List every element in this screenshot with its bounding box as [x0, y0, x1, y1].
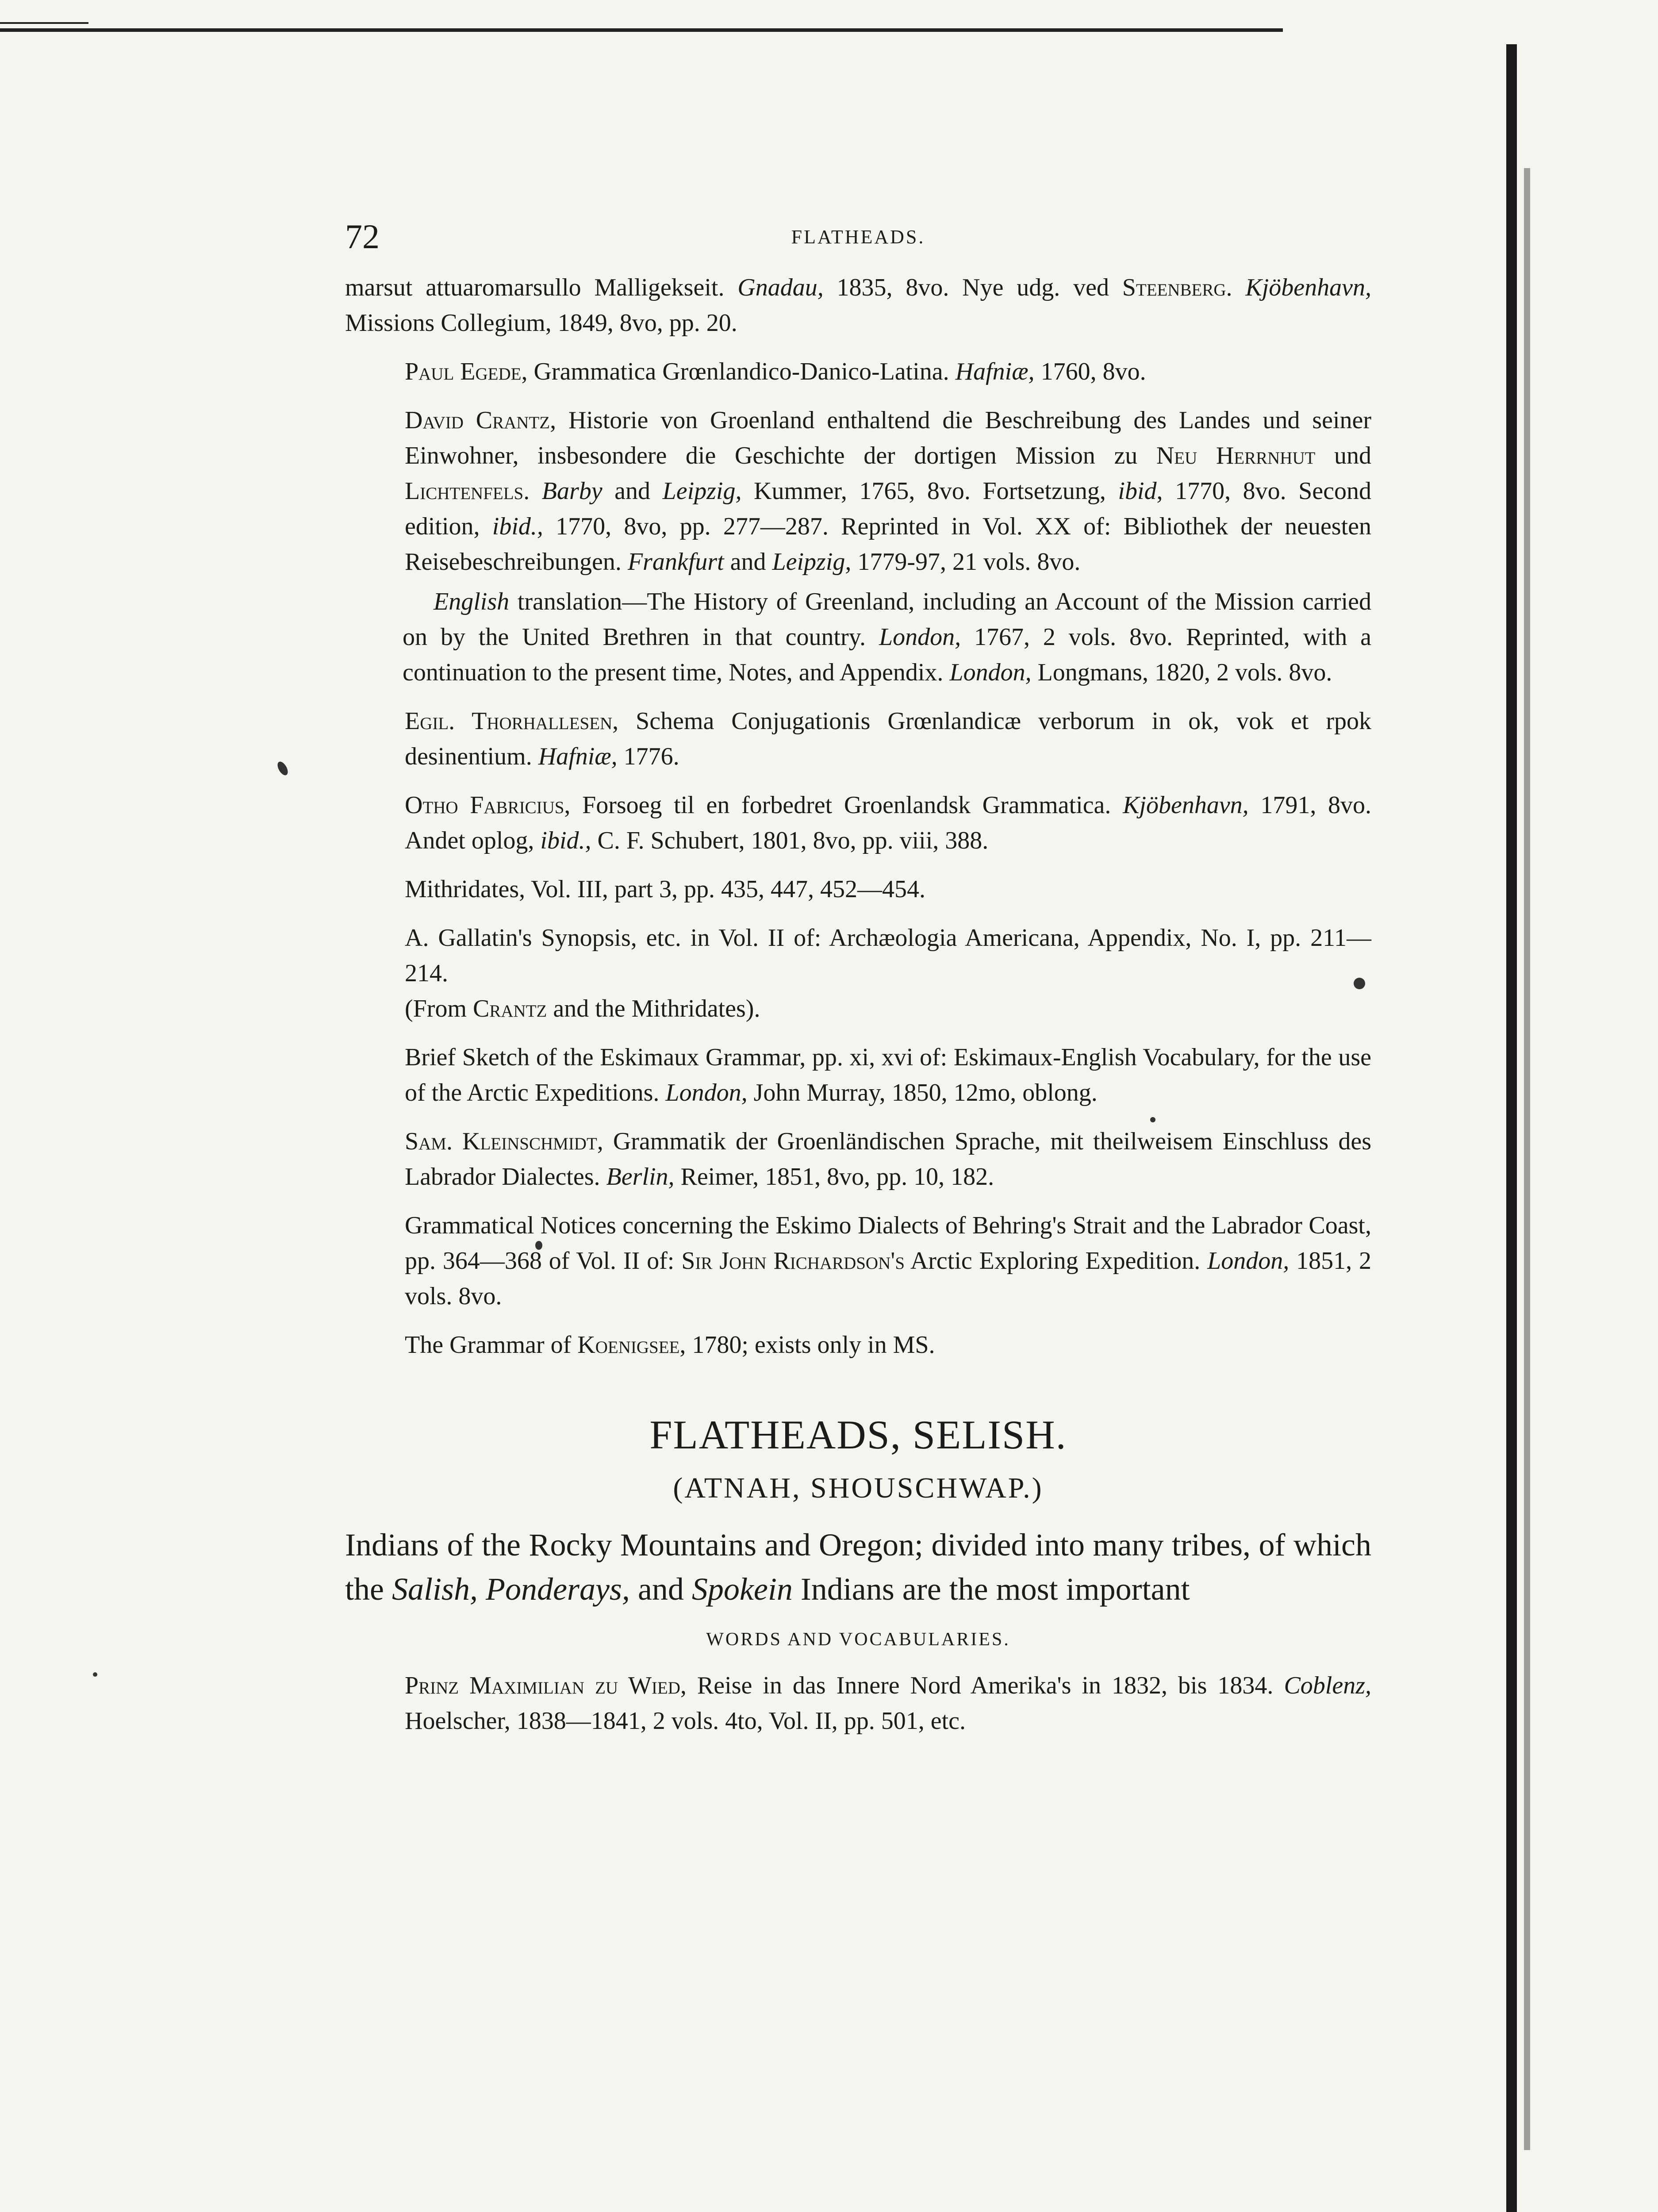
- page-header: [345, 217, 1371, 270]
- page-number: 72: [345, 217, 380, 256]
- subsection-heading: WORDS AND VOCABULARIES.: [706, 1629, 1010, 1650]
- scan-speck: [276, 760, 290, 777]
- section-intro: Indians of the Rocky Mountains and Oregon; divided into many tribes, of which the Salish, Ponderays, and Spokein Indians are the most important: [345, 1527, 1371, 1607]
- bibliography-subentry: English translation—The History of Greenland, including an Account of the Mission carried on by the United Brethren in that country. London, 1767, 2 vols. 8vo. Reprinted, with a continuation to the present time, Notes, and Appendix. London, Longmans, 1820, 2 vols. 8vo.: [403, 588, 1372, 686]
- bibliography-entry: Otho Fabricius, Forsoeg til en forbedret Groenlandsk Grammatica. Kjöbenhavn, 1791, 8vo. Andet oplog, ibid., C. F. Schubert, 1801, 8vo, pp. viii, 388.: [405, 791, 1371, 854]
- page-body: [345, 217, 1371, 1752]
- section-subtitle: (ATNAH, SHOUSCHWAP.): [673, 1472, 1044, 1504]
- bibliography-entry: (From Crantz and the Mithridates).: [405, 995, 760, 1022]
- bibliography-entry: Brief Sketch of the Eskimaux Grammar, pp. xi, xvi of: Eskimaux-English Vocabulary, for the use of the Arctic Expeditions. London, John Murray, 1850, 12mo, oblong.: [405, 1044, 1371, 1106]
- bibliography-entry: A. Gallatin's Synopsis, etc. in Vol. II of: Archæologia Americana, Appendix, No. I, pp. 211—214.: [405, 924, 1371, 987]
- bibliography-entry: Egil. Thorhallesen, Schema Conjugationis Grœnlandicæ verborum in ok, vok et rpok desinentium. Hafniæ, 1776.: [405, 707, 1371, 770]
- bibliography-entry: Prinz Maximilian zu Wied, Reise in das Innere Nord Amerika's in 1832, bis 1834. Coblenz, Hoelscher, 1838—1841, 2 vols. 4to, Vol. II, pp. 501, etc.: [405, 1672, 1371, 1735]
- bibliography-entry: David Crantz, Historie von Groenland enthaltend die Beschreibung des Landes und seiner Einwohner, insbesondere die Geschichte der dortigen Mission zu Neu Herrnhut und Lichtenfels. Barby and Leipzig, Kummer, 1765, 8vo. Fortsetzung, ibid, 1770, 8vo. Second edition, ibid., 1770, 8vo, pp. 277—287. Reprinted in Vol. XX of: Bibliothek der neuesten Reisebeschreibungen. Frankfurt and Leipzig, 1779-97, 21 vols. 8vo.: [405, 407, 1372, 576]
- bibliography-entry: Grammatical Notices concerning the Eskimo Dialects of Behring's Strait and the Labrador Coast, pp. 364—368 of Vol. II of: Sir John Richardson's Arctic Exploring Expedition. London, 1851, 2 vols. 8vo.: [405, 1212, 1372, 1310]
- running-head: FLATHEADS.: [791, 226, 925, 248]
- section-title: FLATHEADS, SELISH.: [649, 1412, 1067, 1457]
- scan-rule-top-short: [0, 22, 88, 24]
- book-spine-shadow: [1506, 44, 1517, 2212]
- bibliography-entry: Mithridates, Vol. III, part 3, pp. 435, 447, 452—454.: [405, 876, 925, 903]
- scan-rule-top: [0, 28, 1283, 32]
- bibliography-entry: Sam. Kleinschmidt, Grammatik der Groenländischen Sprache, mit theilweisem Einschluss des Labrador Dialectes. Berlin, Reimer, 1851, 8vo, pp. 10, 182.: [405, 1128, 1371, 1190]
- scan-speck: [93, 1672, 97, 1677]
- bibliography-entry: The Grammar of Koenigsee, 1780; exists only in MS.: [405, 1331, 935, 1359]
- bibliography-entry: Paul Egede, Grammatica Grœnlandico-Danico-Latina. Hafniæ, 1760, 8vo.: [405, 358, 1146, 385]
- book-spine-edge: [1524, 168, 1530, 2150]
- bibliography-entry: marsut attuaromarsullo Malligekseit. Gnadau, 1835, 8vo. Nye udg. ved Steenberg. Kjöbenhavn, Missions Collegium, 1849, 8vo, pp. 20.: [345, 274, 1372, 337]
